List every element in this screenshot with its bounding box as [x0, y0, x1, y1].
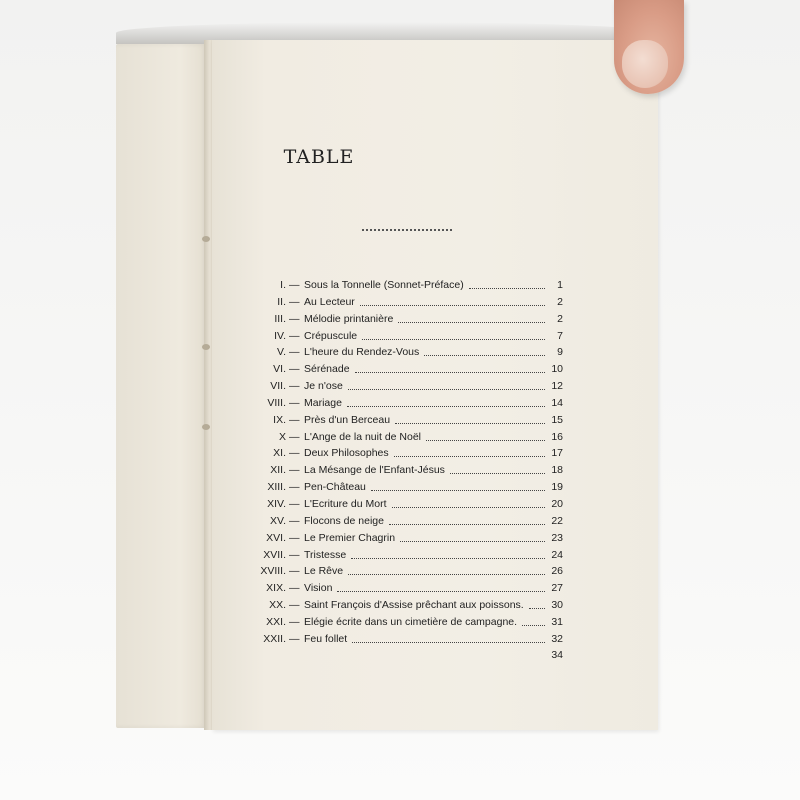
toc-entry-number: IX. — [273, 413, 286, 426]
toc-entry-leader-dots — [348, 389, 545, 390]
toc-entry — [116, 296, 566, 313]
toc-entry-page: 14 — [551, 396, 563, 409]
toc-entry-page: 12 — [551, 380, 563, 393]
toc-entry-number: III. — [274, 312, 286, 325]
toc-entry-dash: — — [289, 531, 300, 544]
toc-entry-leader-dots — [352, 642, 545, 643]
toc-entry — [116, 616, 566, 633]
toc-entry-number: II. — [277, 295, 286, 308]
toc-entry-title: Tristesse — [304, 548, 347, 561]
toc-entry-page: 24 — [551, 548, 563, 561]
toc-entry-page: 17 — [551, 447, 563, 460]
toc-entry-dash: — — [289, 380, 300, 393]
toc-entry-title: Au Lecteur — [304, 295, 355, 308]
toc-entry-number: IV. — [274, 329, 286, 342]
toc-entry-dash: — — [289, 346, 300, 359]
toc-entry-number: X — [278, 430, 286, 443]
toc-entry-dash: — — [289, 632, 300, 645]
toc-entry-number: VI. — [273, 363, 286, 376]
toc-entry-leader-dots — [424, 355, 545, 356]
toc-entry-page: 20 — [551, 497, 563, 510]
toc-entry-title: Saint François d'Assise prêchant aux poissons. — [304, 599, 524, 612]
toc-entry-page: 18 — [551, 464, 563, 477]
toc-entry-title: Pen-Château — [304, 481, 366, 494]
toc-entry-number: V. — [277, 346, 286, 359]
toc-entry-dash: — — [289, 279, 300, 291]
toc-entry — [116, 464, 566, 481]
toc-entry-dash: — — [289, 312, 300, 325]
toc-entry-number: XI. — [273, 447, 286, 460]
toc-entry-number: XIV. — [267, 497, 286, 510]
fingernail — [622, 40, 668, 88]
toc-entry-dash: — — [289, 363, 300, 376]
toc-entry-number: XVIII. — [260, 565, 286, 578]
toc-entry-dash: — — [289, 565, 300, 578]
table-of-contents — [116, 279, 566, 661]
toc-extra-page-number: 34 — [551, 648, 563, 661]
toc-entry-leader-dots — [395, 423, 545, 424]
toc-entry-leader-dots — [355, 372, 545, 373]
toc-entry-dash: — — [289, 295, 300, 308]
toc-entry — [116, 498, 566, 515]
toc-entry-number: XV. — [270, 514, 286, 527]
toc-entry-dash: — — [289, 481, 300, 494]
toc-entry-dash: — — [289, 447, 300, 460]
toc-entry-title: L'heure du Rendez-Vous — [304, 346, 420, 359]
toc-entry-title: Mélodie printanière — [304, 312, 394, 325]
toc-entry — [116, 330, 566, 347]
toc-entry-number: VII. — [270, 380, 286, 393]
toc-entry-leader-dots — [426, 440, 545, 441]
binding-hole — [202, 236, 210, 242]
toc-entry-leader-dots — [389, 524, 545, 525]
toc-entry-title: Sérénade — [304, 363, 350, 376]
toc-entry — [116, 431, 566, 448]
toc-entry — [116, 515, 566, 532]
toc-entry-title: Sous la Tonnelle (Sonnet-Préface) — [304, 279, 464, 291]
title-ornament-rule — [362, 229, 452, 231]
toc-entry-page: 16 — [551, 430, 563, 443]
toc-entry-number: I. — [280, 279, 286, 291]
toc-entry-dash: — — [289, 413, 300, 426]
toc-entry-title: Crépuscule — [304, 329, 358, 342]
toc-entry-title: Je n'ose — [304, 380, 343, 393]
toc-entry — [116, 582, 566, 599]
toc-entry-page: 2 — [557, 312, 563, 325]
toc-entry-leader-dots — [348, 574, 545, 575]
toc-entry — [116, 632, 566, 661]
toc-entry-leader-dots — [362, 339, 545, 340]
toc-entry-page: 7 — [557, 329, 563, 342]
toc-entry-number: XVII. — [263, 548, 286, 561]
toc-entry-dash: — — [289, 548, 300, 561]
toc-entry — [116, 447, 566, 464]
toc-entry-number: XX. — [269, 599, 286, 612]
toc-entry-leader-dots — [371, 490, 545, 491]
toc-entry-page: 1 — [557, 279, 563, 291]
toc-entry-dash: — — [289, 582, 300, 595]
toc-entry-leader-dots — [392, 507, 545, 508]
toc-entry-page: 10 — [551, 363, 563, 376]
toc-entry — [116, 532, 566, 549]
toc-entry-page: 9 — [557, 346, 563, 359]
toc-entry-dash: — — [289, 464, 300, 477]
toc-entry — [116, 481, 566, 498]
toc-entry-title: Vision — [304, 582, 333, 595]
toc-entry-number: XXI. — [266, 615, 286, 628]
toc-entry — [116, 599, 566, 616]
toc-entry-title: Le Rêve — [304, 565, 344, 578]
toc-entry — [116, 346, 566, 363]
toc-entry — [116, 279, 566, 296]
toc-entry-title: Flocons de neige — [304, 514, 384, 527]
toc-entry-number: XIII. — [267, 481, 286, 494]
toc-entry-dash: — — [289, 514, 300, 527]
toc-entry-dash: — — [289, 599, 300, 612]
toc-entry-title: La Mésange de l'Enfant-Jésus — [304, 464, 445, 477]
toc-entry — [116, 313, 566, 330]
toc-entry-dash: — — [289, 396, 300, 409]
toc-entry-page: 31 — [551, 615, 563, 628]
toc-entry-number: XVI. — [266, 531, 286, 544]
toc-entry-page: 26 — [551, 565, 563, 578]
toc-entry-page: 30 — [551, 599, 563, 612]
toc-entry — [116, 397, 566, 414]
toc-entry-dash: — — [289, 430, 300, 443]
toc-entry — [116, 363, 566, 380]
toc-entry-number: XIX. — [266, 582, 286, 595]
toc-entry — [116, 549, 566, 566]
toc-entry-leader-dots — [351, 558, 545, 559]
toc-entry-page: 27 — [551, 582, 563, 595]
toc-entry — [116, 565, 566, 582]
toc-entry-title: Feu follet — [304, 632, 348, 645]
toc-entry-number: VIII. — [267, 396, 286, 409]
toc-entry-leader-dots — [360, 305, 545, 306]
toc-entry-dash: — — [289, 615, 300, 628]
page-title: TABLE — [283, 146, 355, 168]
toc-entry — [116, 380, 566, 397]
toc-entry-leader-dots — [347, 406, 545, 407]
toc-entry-title: Mariage — [304, 396, 342, 409]
toc-entry — [116, 414, 566, 431]
toc-entry-page: 2 — [557, 295, 563, 308]
toc-entry-dash: — — [289, 329, 300, 342]
toc-entry-dash: — — [289, 497, 300, 510]
toc-entry-number: XXII. — [263, 632, 286, 645]
toc-entry-leader-dots — [337, 591, 545, 592]
toc-entry-title: Deux Philosophes — [304, 447, 389, 460]
toc-entry-number: XII. — [270, 464, 286, 477]
toc-entry-page: 23 — [551, 531, 563, 544]
toc-entry-title: Elégie écrite dans un cimetière de campagne. — [304, 615, 518, 628]
toc-entry-leader-dots — [394, 456, 545, 457]
toc-entry-page: 19 — [551, 481, 563, 494]
toc-entry-page: 32 — [551, 632, 563, 645]
toc-entry-page: 15 — [551, 413, 563, 426]
toc-entry-title: L'Ecriture du Mort — [304, 497, 387, 510]
toc-entry-title: L'Ange de la nuit de Noël — [304, 430, 422, 443]
toc-entry-title: Le Premier Chagrin — [304, 531, 396, 544]
toc-entry-page: 22 — [551, 514, 563, 527]
toc-entry-leader-dots — [398, 322, 545, 323]
toc-entry-title: Près d'un Berceau — [304, 413, 391, 426]
toc-entry-leader-dots — [400, 541, 545, 542]
